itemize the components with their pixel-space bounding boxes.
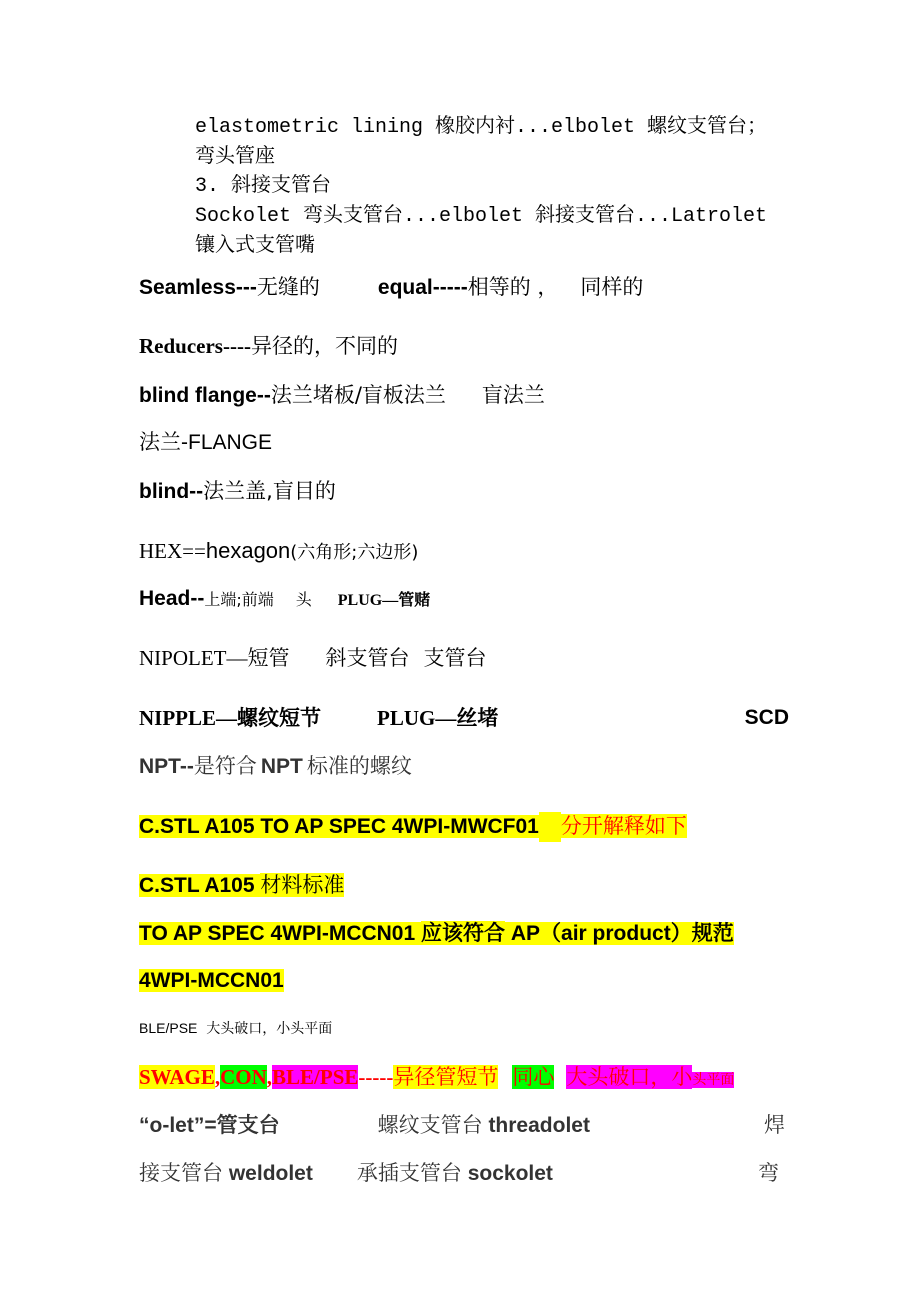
cstl-spec: C.STL A105 TO AP SPEC 4WPI-MWCF01 xyxy=(139,815,539,838)
seamless-term: Seamless--- xyxy=(139,276,257,299)
flange-line: 法兰-FLANGE xyxy=(139,431,273,454)
npt-meaning-2: 标准的螺纹 xyxy=(306,754,412,778)
equal-term: equal----- xyxy=(377,276,468,299)
olet-line xyxy=(139,1110,789,1141)
cstl-line xyxy=(139,811,687,842)
cstl-explain: 分开解释如下 xyxy=(560,814,687,838)
cstl-material-line xyxy=(139,870,344,901)
cstl-material-meaning: 材料标准 xyxy=(260,873,345,897)
swage-term: SWAGE xyxy=(139,1065,215,1089)
cstl-material-term: C.STL A105 xyxy=(139,874,255,897)
ble-pse-meaning: 大头破口，小头平面 xyxy=(206,1021,333,1037)
blind-flange-meaning: 法兰堵板/盲板法兰 xyxy=(270,383,446,407)
equal-meaning: 相等的 ， xyxy=(467,275,559,299)
hex-meaning: (六角形;六边形) xyxy=(290,542,419,563)
swage-dashes: ----- xyxy=(358,1065,394,1089)
nipolet-line xyxy=(139,643,487,673)
elbow-prefix: 弯 xyxy=(758,1161,779,1185)
same-meaning: 同样的 xyxy=(580,275,644,299)
head-meaning-2: 头 xyxy=(295,590,312,609)
head-term: Head-- xyxy=(139,587,205,610)
ble-pse-line xyxy=(139,1013,332,1044)
blind-line xyxy=(139,476,336,507)
indented-line-1: elastometric lining 橡胶内衬...elbolet 螺纹支管台； xyxy=(195,116,768,139)
npt-word: NPT xyxy=(260,755,303,778)
nipolet-meaning-2: 支管台 xyxy=(423,646,487,670)
scd-term: SCD xyxy=(744,706,789,729)
blind-flange-line xyxy=(139,380,545,411)
reducers-term: Reducers---- xyxy=(139,334,251,358)
threadolet-term: threadolet xyxy=(488,1114,590,1137)
blind-term: blind-- xyxy=(139,480,204,503)
olet-term: “o-let”=管支台 xyxy=(139,1114,280,1137)
small-end-meaning-b: 头平面 xyxy=(692,1072,735,1088)
reducers-line xyxy=(139,331,398,361)
indented-line-2: 弯头管座 xyxy=(195,146,275,169)
plug-term: PLUG—丝堵 xyxy=(377,706,499,730)
to-ap-line xyxy=(139,918,734,949)
nipple-line xyxy=(139,703,789,733)
npt-term: NPT-- xyxy=(139,755,194,778)
reducers-meaning: 异径的，不同的 xyxy=(250,334,398,358)
swage-meaning: 异径管短节 xyxy=(393,1065,499,1089)
code-line xyxy=(139,966,284,996)
ble-pse-term: BLE/PSE xyxy=(139,1020,198,1036)
blind-meaning: 法兰盖,盲目的 xyxy=(203,479,336,503)
npt-line xyxy=(139,751,412,782)
weld-prefix: 焊 xyxy=(764,1113,785,1137)
swage-line xyxy=(139,1062,734,1095)
small-end-meaning-a: 小 xyxy=(671,1065,693,1089)
head-meaning: 上端;前端 xyxy=(204,590,274,609)
swage-comma-2: , xyxy=(266,1065,273,1089)
ble-pse-term-hl: BLE/PSE xyxy=(272,1065,359,1089)
weldolet-meaning: 接支管台 xyxy=(139,1161,223,1185)
head-line xyxy=(139,584,430,616)
hex-line xyxy=(139,536,418,568)
blind-flange-alt: 盲法兰 xyxy=(481,383,545,407)
nipolet-meaning-1: 斜支管台 xyxy=(325,646,410,670)
weldolet-line xyxy=(139,1158,789,1189)
plug-term-small: PLUG—管赌 xyxy=(337,592,431,609)
seamless-line xyxy=(139,272,643,303)
swage-comma-1: , xyxy=(214,1065,221,1089)
blind-flange-term: blind flange-- xyxy=(139,384,271,407)
con-term: CON xyxy=(220,1065,267,1089)
nipolet-term: NIPOLET—短管 xyxy=(139,646,290,670)
hex-term: HEX== xyxy=(139,539,206,563)
threadolet-meaning: 螺纹支管台 xyxy=(377,1113,483,1137)
nipple-term: NIPPLE—螺纹短节 xyxy=(139,706,322,730)
weldolet-term: weldolet xyxy=(228,1162,313,1185)
seamless-meaning: 无缝的 xyxy=(256,275,320,299)
code-term: 4WPI-MCCN01 xyxy=(139,969,284,992)
indented-line-5: 镶入式支管嘴 xyxy=(195,235,315,258)
large-end-meaning: 大头破口， xyxy=(566,1065,672,1089)
hexagon-word: hexagon xyxy=(205,538,291,563)
sockolet-meaning: 承插支管台 xyxy=(356,1161,462,1185)
sockolet-term: sockolet xyxy=(467,1162,553,1185)
indented-line-3: 3. 斜接支管台 xyxy=(195,175,332,198)
indented-line-4: Sockolet 弯头支管台...elbolet 斜接支管台...Latrolet xyxy=(195,205,768,228)
concentric-meaning: 同心 xyxy=(512,1065,555,1089)
to-ap-term: TO AP SPEC 4WPI-MCCN01 xyxy=(139,922,416,945)
npt-meaning-1: 是符合 xyxy=(193,754,257,778)
to-ap-meaning-1: 应该符合 xyxy=(421,921,506,945)
to-ap-meaning-2: AP（air product）规范 xyxy=(510,922,734,945)
